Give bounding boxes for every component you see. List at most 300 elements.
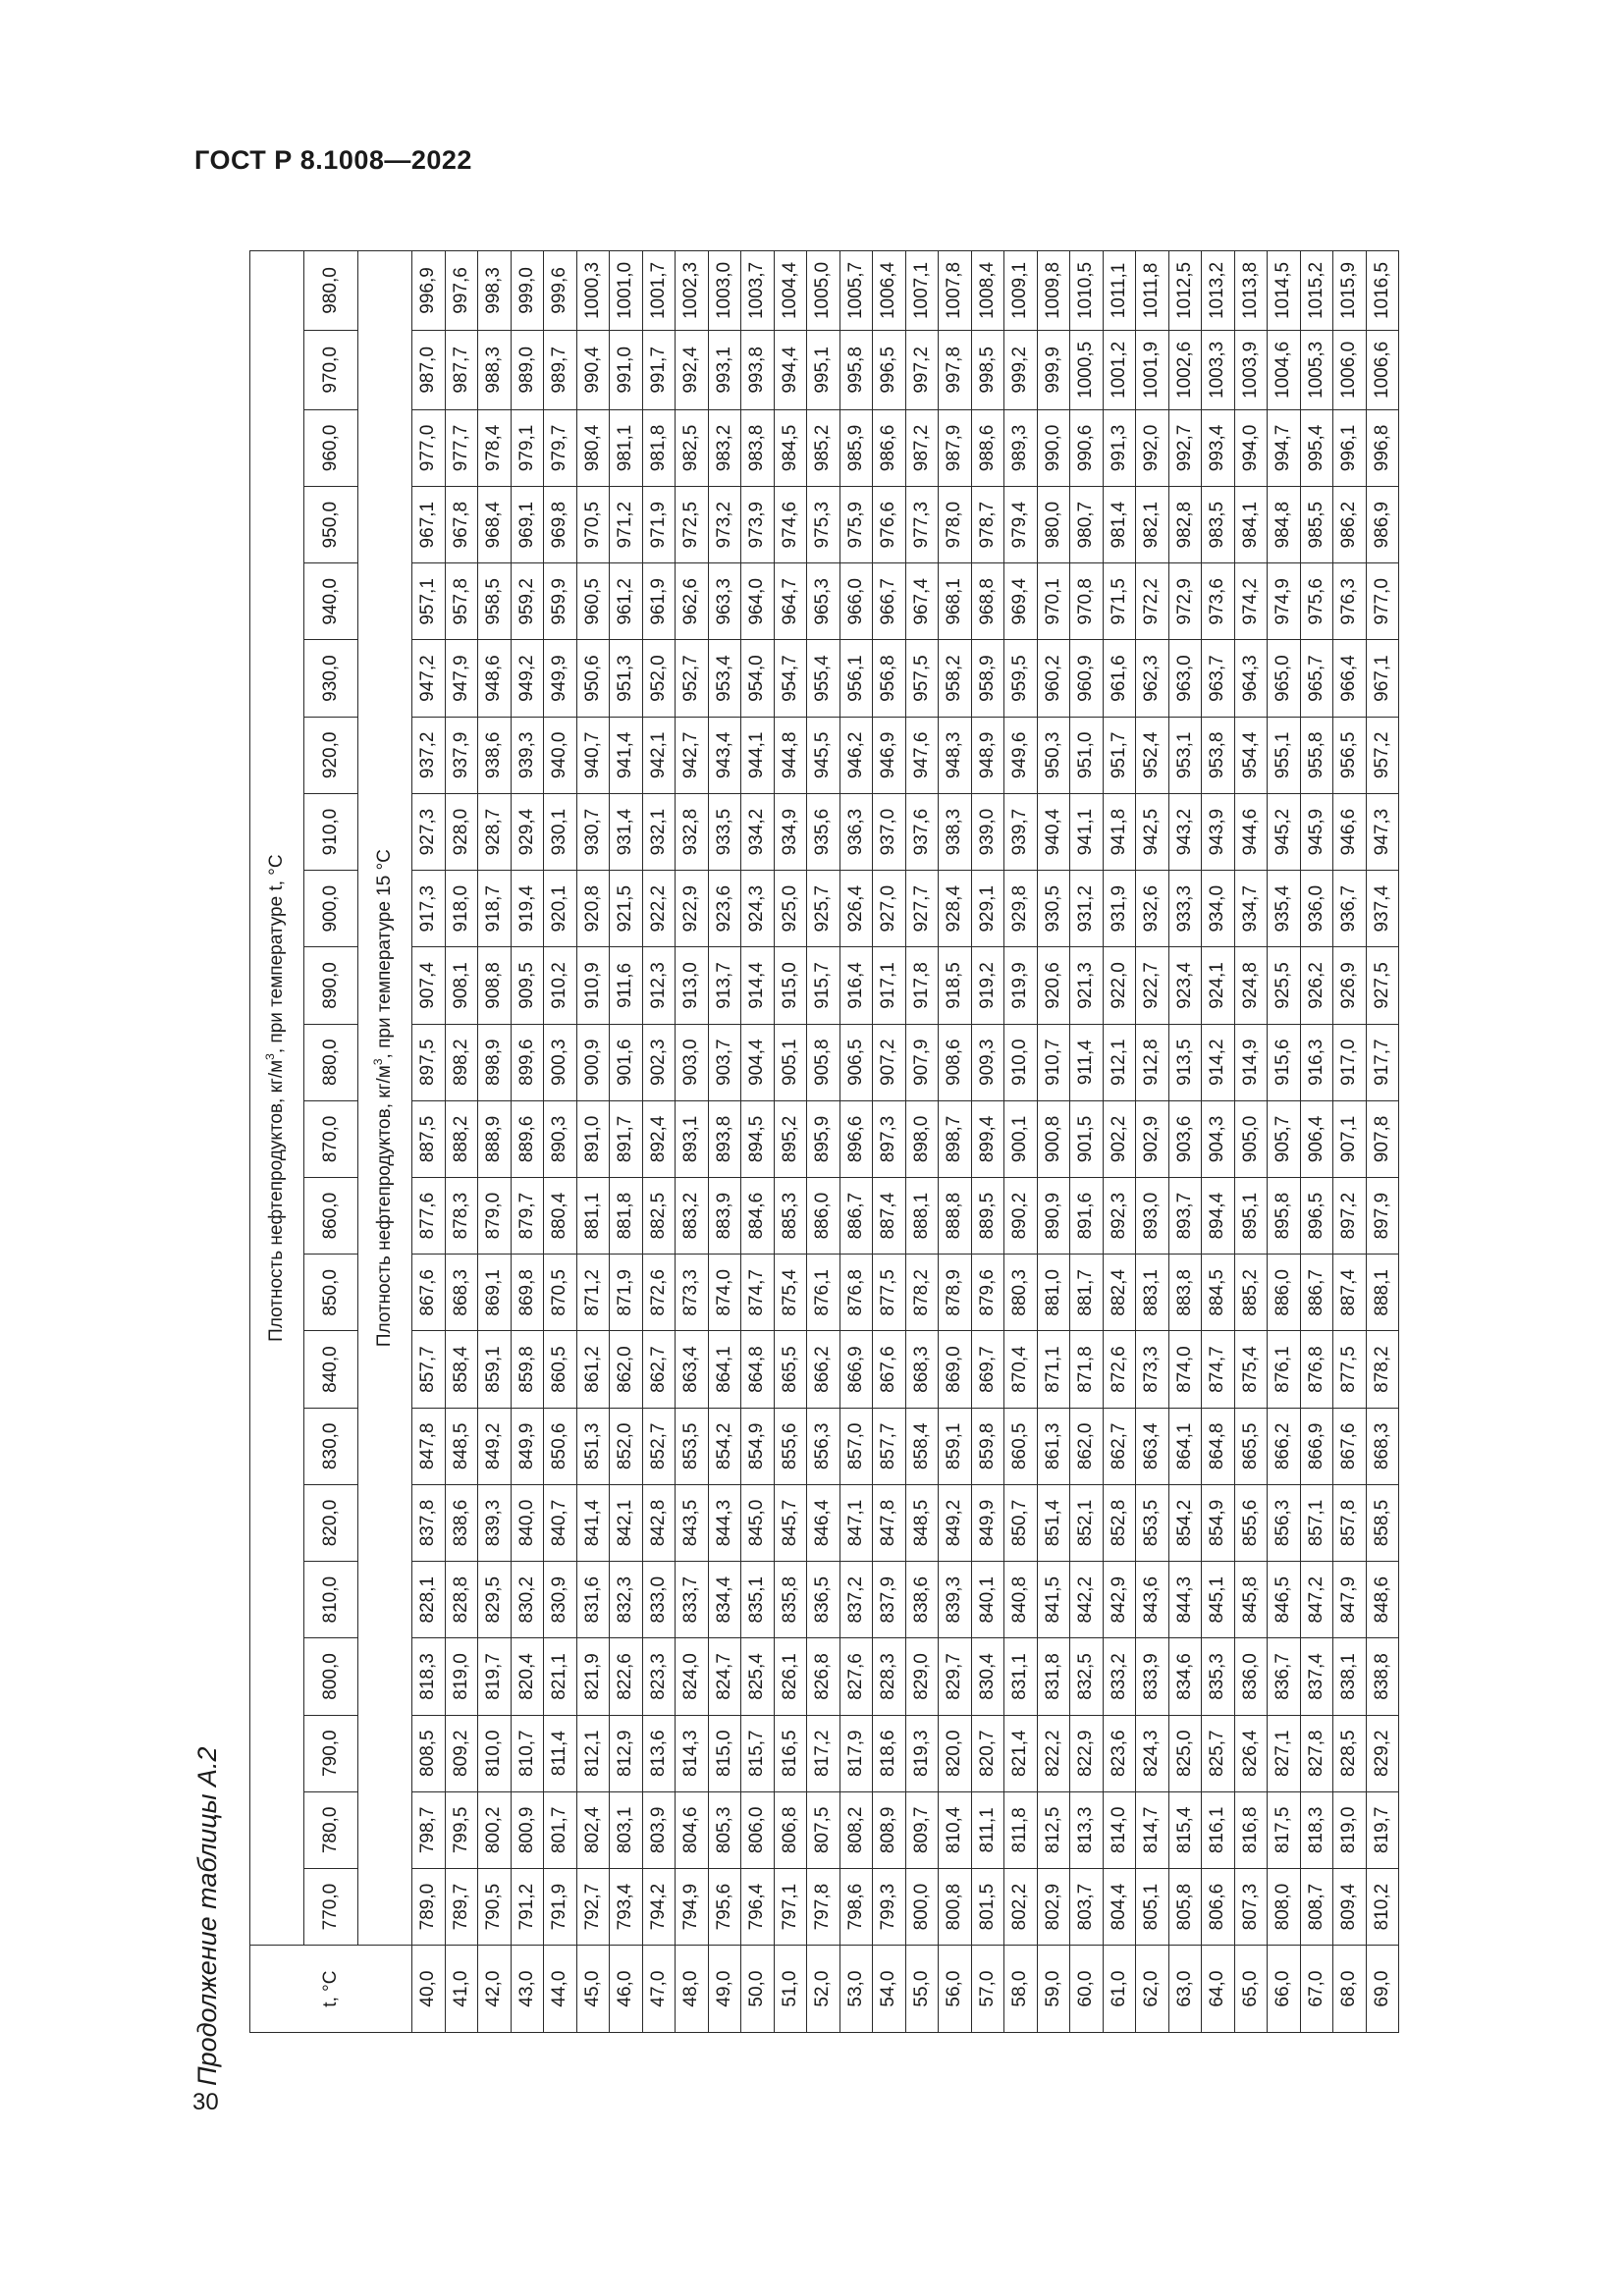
column-header: 790,0 <box>304 1715 358 1791</box>
temperature-cell: 51,0 <box>774 1946 807 2033</box>
density-cell: 823,3 <box>642 1638 676 1715</box>
density-cell: 906,5 <box>839 1024 873 1100</box>
density-cell: 802,4 <box>576 1791 610 1868</box>
density-cell: 854,2 <box>708 1408 741 1484</box>
density-cell: 789,7 <box>445 1868 478 1945</box>
density-cell: 941,4 <box>610 717 643 793</box>
density-cell: 973,6 <box>1202 563 1235 640</box>
density-cell: 905,7 <box>1268 1100 1301 1177</box>
temperature-cell: 50,0 <box>741 1946 775 2033</box>
density-cell: 802,9 <box>1037 1868 1070 1945</box>
density-cell: 927,3 <box>412 793 446 870</box>
density-cell: 959,2 <box>511 563 544 640</box>
density-cell: 1009,1 <box>1004 251 1038 331</box>
density-cell: 866,2 <box>807 1331 840 1408</box>
density-cell: 974,6 <box>774 487 807 563</box>
density-cell: 958,9 <box>971 640 1004 717</box>
density-cell: 990,0 <box>1037 409 1070 486</box>
density-cell: 860,5 <box>1004 1408 1038 1484</box>
density-cell: 789,0 <box>412 1868 446 1945</box>
density-cell: 865,5 <box>774 1331 807 1408</box>
density-cell: 995,4 <box>1300 409 1333 486</box>
density-cell: 883,2 <box>676 1178 709 1255</box>
density-cell: 918,5 <box>939 947 972 1024</box>
density-cell: 817,5 <box>1268 1791 1301 1868</box>
density-cell: 942,7 <box>676 717 709 793</box>
density-cell: 947,6 <box>905 717 939 793</box>
header-row-columns <box>304 251 358 2033</box>
density-cell: 954,7 <box>774 640 807 717</box>
density-cell: 857,7 <box>412 1331 446 1408</box>
density-cell: 812,5 <box>1037 1791 1070 1868</box>
temperature-cell: 53,0 <box>839 1946 873 2033</box>
density-cell: 958,5 <box>478 563 512 640</box>
density-cell: 1001,9 <box>1136 330 1169 409</box>
density-cell: 841,4 <box>576 1484 610 1561</box>
density-cell: 904,4 <box>741 1024 775 1100</box>
density-cell: 827,6 <box>839 1638 873 1715</box>
density-cell: 929,1 <box>971 871 1004 947</box>
density-cell: 874,0 <box>708 1255 741 1331</box>
density-cell: 994,0 <box>1234 409 1268 486</box>
density-cell: 891,0 <box>576 1100 610 1177</box>
density-cell: 908,8 <box>478 947 512 1024</box>
temperature-cell: 49,0 <box>708 1946 741 2033</box>
density-cell: 953,4 <box>708 640 741 717</box>
density-cell: 944,8 <box>774 717 807 793</box>
density-cell: 993,8 <box>741 330 775 409</box>
density-cell: 963,7 <box>1202 640 1235 717</box>
density-cell: 907,2 <box>873 1024 906 1100</box>
density-cell: 794,2 <box>642 1868 676 1945</box>
table-row <box>1037 251 1070 2033</box>
density-cell: 867,6 <box>1333 1408 1367 1484</box>
table-row <box>478 251 512 2033</box>
density-cell: 846,4 <box>807 1484 840 1561</box>
density-cell: 874,7 <box>1202 1331 1235 1408</box>
density-cell: 833,7 <box>676 1562 709 1638</box>
density-cell: 825,0 <box>1168 1715 1202 1791</box>
density-cell: 988,3 <box>478 330 512 409</box>
density-cell: 909,3 <box>971 1024 1004 1100</box>
density-cell: 839,3 <box>478 1484 512 1561</box>
density-cell: 808,0 <box>1268 1868 1301 1945</box>
density-cell: 1014,5 <box>1268 251 1301 331</box>
density-cell: 975,3 <box>807 487 840 563</box>
density-cell: 919,4 <box>511 871 544 947</box>
density-cell: 862,7 <box>1103 1408 1136 1484</box>
density-cell: 897,2 <box>1333 1178 1367 1255</box>
density-cell: 887,5 <box>412 1100 446 1177</box>
density-cell: 883,1 <box>1136 1255 1169 1331</box>
density-cell: 888,1 <box>905 1178 939 1255</box>
density-cell: 1003,0 <box>708 251 741 331</box>
density-cell: 972,9 <box>1168 563 1202 640</box>
column-header: 900,0 <box>304 871 358 947</box>
density-cell: 876,1 <box>1268 1331 1301 1408</box>
density-cell: 939,0 <box>971 793 1004 870</box>
density-cell: 834,4 <box>708 1562 741 1638</box>
density-cell: 959,5 <box>1004 640 1038 717</box>
density-cell: 950,6 <box>576 640 610 717</box>
density-cell: 914,4 <box>741 947 775 1024</box>
table-row <box>1366 251 1399 2033</box>
density-cell: 989,0 <box>511 330 544 409</box>
density-cell: 888,9 <box>478 1100 512 1177</box>
density-cell: 837,2 <box>839 1562 873 1638</box>
t-column-header: t, °C <box>250 1946 412 2033</box>
superscript: 3 <box>263 1053 277 1060</box>
density-cell: 869,1 <box>478 1255 512 1331</box>
density-cell: 971,5 <box>1103 563 1136 640</box>
table-row <box>1333 251 1367 2033</box>
density-cell: 875,4 <box>1234 1331 1268 1408</box>
density-cell: 911,4 <box>1070 1024 1104 1100</box>
density-cell: 826,4 <box>1234 1715 1268 1791</box>
density-cell: 898,7 <box>939 1100 972 1177</box>
temperature-cell: 63,0 <box>1168 1946 1202 2033</box>
density-cell: 976,3 <box>1333 563 1367 640</box>
density-cell: 903,7 <box>708 1024 741 1100</box>
density-cell: 856,3 <box>1268 1484 1301 1561</box>
density-cell: 871,9 <box>610 1255 643 1331</box>
table-row <box>1136 251 1169 2033</box>
density-cell: 837,9 <box>873 1562 906 1638</box>
density-cell: 910,7 <box>1037 1024 1070 1100</box>
density-cell: 860,5 <box>544 1331 577 1408</box>
density-cell: 848,6 <box>1366 1562 1399 1638</box>
density-cell: 920,8 <box>576 871 610 947</box>
density-cell: 945,2 <box>1268 793 1301 870</box>
density-cell: 1003,3 <box>1202 330 1235 409</box>
density-cell: 977,7 <box>445 409 478 486</box>
density-cell: 997,6 <box>445 251 478 331</box>
density-cell: 837,8 <box>412 1484 446 1561</box>
temperature-cell: 60,0 <box>1070 1946 1104 2033</box>
density-cell: 1006,6 <box>1366 330 1399 409</box>
density-cell: 905,0 <box>1234 1100 1268 1177</box>
density-cell: 955,8 <box>1300 717 1333 793</box>
density-cell: 962,6 <box>676 563 709 640</box>
density-cell: 919,9 <box>1004 947 1038 1024</box>
table-row <box>939 251 972 2033</box>
density-cell: 983,8 <box>741 409 775 486</box>
density-cell: 927,5 <box>1366 947 1399 1024</box>
density-cell: 921,5 <box>610 871 643 947</box>
density-cell: 871,8 <box>1070 1331 1104 1408</box>
density-cell: 888,2 <box>445 1100 478 1177</box>
density-cell: 946,2 <box>839 717 873 793</box>
density-cell: 839,3 <box>939 1562 972 1638</box>
header-text: , при температуре t, °C <box>266 854 287 1054</box>
temperature-cell: 67,0 <box>1300 1946 1333 2033</box>
density-cell: 905,8 <box>807 1024 840 1100</box>
table-row <box>1202 251 1235 2033</box>
density-cell: 871,1 <box>1037 1331 1070 1408</box>
density-cell: 812,9 <box>610 1715 643 1791</box>
density-cell: 852,7 <box>642 1408 676 1484</box>
density-cell: 925,5 <box>1268 947 1301 1024</box>
density-cell: 844,3 <box>1168 1562 1202 1638</box>
density-cell: 937,2 <box>412 717 446 793</box>
density-cell: 881,0 <box>1037 1255 1070 1331</box>
density-cell: 813,6 <box>642 1715 676 1791</box>
density-cell: 847,8 <box>412 1408 446 1484</box>
density-cell: 868,3 <box>1366 1408 1399 1484</box>
density-cell: 828,3 <box>873 1638 906 1715</box>
density-cell: 799,5 <box>445 1791 478 1868</box>
density-cell: 858,5 <box>1366 1484 1399 1561</box>
density-cell: 827,8 <box>1300 1715 1333 1791</box>
density-cell: 917,3 <box>412 871 446 947</box>
density-cell: 958,2 <box>939 640 972 717</box>
density-cell: 847,8 <box>873 1484 906 1561</box>
density-cell: 977,3 <box>905 487 939 563</box>
density-cell: 881,1 <box>576 1178 610 1255</box>
density-cell: 1002,3 <box>676 251 709 331</box>
density-cell: 831,8 <box>1037 1638 1070 1715</box>
density-cell: 922,7 <box>1136 947 1169 1024</box>
table-row <box>1070 251 1104 2033</box>
density-cell: 871,2 <box>576 1255 610 1331</box>
density-cell: 808,2 <box>839 1791 873 1868</box>
density-cell: 997,2 <box>905 330 939 409</box>
density-cell: 807,3 <box>1234 1868 1268 1945</box>
density-cell: 961,6 <box>1103 640 1136 717</box>
density-cell: 912,8 <box>1136 1024 1169 1100</box>
density-cell: 859,8 <box>511 1331 544 1408</box>
density-cell: 970,8 <box>1070 563 1104 640</box>
column-header: 940,0 <box>304 563 358 640</box>
density-cell: 986,9 <box>1366 487 1399 563</box>
density-cell: 960,2 <box>1037 640 1070 717</box>
density-cell: 804,4 <box>1103 1868 1136 1945</box>
density-cell: 968,4 <box>478 487 512 563</box>
density-cell: 922,2 <box>642 871 676 947</box>
superscript: 3 <box>371 1058 385 1066</box>
density-cell: 838,8 <box>1366 1638 1399 1715</box>
density-cell: 1007,8 <box>939 251 972 331</box>
density-cell: 826,1 <box>774 1638 807 1715</box>
table-row <box>741 251 775 2033</box>
density-cell: 926,9 <box>1333 947 1367 1024</box>
density-cell: 803,1 <box>610 1791 643 1868</box>
density-cell: 889,6 <box>511 1100 544 1177</box>
density-cell: 918,7 <box>478 871 512 947</box>
density-cell: 978,4 <box>478 409 512 486</box>
density-cell: 985,9 <box>839 409 873 486</box>
density-cell: 824,7 <box>708 1638 741 1715</box>
density-cell: 829,7 <box>939 1638 972 1715</box>
density-cell: 943,2 <box>1168 793 1202 870</box>
density-cell: 950,3 <box>1037 717 1070 793</box>
density-cell: 991,3 <box>1103 409 1136 486</box>
density-cell: 989,3 <box>1004 409 1038 486</box>
density-cell: 979,4 <box>1004 487 1038 563</box>
density-cell: 891,7 <box>610 1100 643 1177</box>
density-cell: 822,6 <box>610 1638 643 1715</box>
density-cell: 842,9 <box>1103 1562 1136 1638</box>
column-header: 970,0 <box>304 330 358 409</box>
density-cell: 903,6 <box>1168 1100 1202 1177</box>
density-cell: 829,5 <box>478 1562 512 1638</box>
temperature-cell: 58,0 <box>1004 1946 1038 2033</box>
density-cell: 969,1 <box>511 487 544 563</box>
table-row <box>708 251 741 2033</box>
density-cell: 932,6 <box>1136 871 1169 947</box>
density-cell: 939,7 <box>1004 793 1038 870</box>
temperature-cell: 62,0 <box>1136 1946 1169 2033</box>
density-cell: 890,2 <box>1004 1178 1038 1255</box>
density-cell: 969,8 <box>544 487 577 563</box>
density-cell: 861,2 <box>576 1331 610 1408</box>
density-cell: 917,8 <box>905 947 939 1024</box>
density-cell: 1007,1 <box>905 251 939 331</box>
density-cell: 809,7 <box>905 1791 939 1868</box>
density-cell: 999,2 <box>1004 330 1038 409</box>
temperature-cell: 68,0 <box>1333 1946 1367 2033</box>
table-row <box>544 251 577 2033</box>
density-cell: 980,0 <box>1037 487 1070 563</box>
density-cell: 934,7 <box>1234 871 1268 947</box>
density-cell: 984,5 <box>774 409 807 486</box>
density-cell: 968,8 <box>971 563 1004 640</box>
density-cell: 902,9 <box>1136 1100 1169 1177</box>
density-cell: 876,8 <box>839 1255 873 1331</box>
density-cell: 901,5 <box>1070 1100 1104 1177</box>
density-cell: 966,0 <box>839 563 873 640</box>
density-cell: 875,4 <box>774 1255 807 1331</box>
density-cell: 843,5 <box>676 1484 709 1561</box>
density-cell: 910,2 <box>544 947 577 1024</box>
density-cell: 799,3 <box>873 1868 906 1945</box>
density-cell: 957,1 <box>412 563 446 640</box>
density-cell: 933,5 <box>708 793 741 870</box>
temperature-cell: 66,0 <box>1268 1946 1301 2033</box>
density-cell: 897,5 <box>412 1024 446 1100</box>
density-cell: 907,4 <box>412 947 446 1024</box>
density-cell: 1005,7 <box>839 251 873 331</box>
density-cell: 912,3 <box>642 947 676 1024</box>
density-cell: 1001,0 <box>610 251 643 331</box>
density-cell: 984,1 <box>1234 487 1268 563</box>
density-cell: 995,1 <box>807 330 840 409</box>
density-cell: 943,9 <box>1202 793 1235 870</box>
density-cell: 866,2 <box>1268 1408 1301 1484</box>
density-cell: 902,2 <box>1103 1100 1136 1177</box>
density-cell: 800,8 <box>939 1868 972 1945</box>
density-cell: 804,6 <box>676 1791 709 1868</box>
density-cell: 915,6 <box>1268 1024 1301 1100</box>
density-cell: 943,4 <box>708 717 741 793</box>
density-cell: 977,0 <box>412 409 446 486</box>
density-cell: 815,0 <box>708 1715 741 1791</box>
density-cell: 849,2 <box>939 1484 972 1561</box>
density-cell: 1015,2 <box>1300 251 1333 331</box>
density-cell: 942,1 <box>642 717 676 793</box>
table-row <box>774 251 807 2033</box>
density-cell: 905,1 <box>774 1024 807 1100</box>
temperature-cell: 59,0 <box>1037 1946 1070 2033</box>
density-cell: 866,9 <box>839 1331 873 1408</box>
density-cell: 915,7 <box>807 947 840 1024</box>
density-cell: 898,2 <box>445 1024 478 1100</box>
density-cell: 825,4 <box>741 1638 775 1715</box>
density-cell: 953,8 <box>1202 717 1235 793</box>
density-cell: 838,6 <box>445 1484 478 1561</box>
density-cell: 843,6 <box>1136 1562 1169 1638</box>
density-cell: 967,1 <box>412 487 446 563</box>
density-cell: 1005,3 <box>1300 330 1333 409</box>
density-cell: 936,0 <box>1300 871 1333 947</box>
density-cell: 838,1 <box>1333 1638 1367 1715</box>
density-cell: 820,4 <box>511 1638 544 1715</box>
density-cell: 980,7 <box>1070 487 1104 563</box>
density-cell: 818,3 <box>1300 1791 1333 1868</box>
temperature-cell: 69,0 <box>1366 1946 1399 2033</box>
density-cell: 814,0 <box>1103 1791 1136 1868</box>
density-cell: 878,3 <box>445 1178 478 1255</box>
density-cell: 986,2 <box>1333 487 1367 563</box>
column-header: 950,0 <box>304 487 358 563</box>
column-header: 830,0 <box>304 1408 358 1484</box>
temperature-cell: 47,0 <box>642 1946 676 2033</box>
density-cell: 821,4 <box>1004 1715 1038 1791</box>
density-cell: 949,9 <box>544 640 577 717</box>
density-cell: 983,5 <box>1202 487 1235 563</box>
density-cell: 973,2 <box>708 487 741 563</box>
density-cell: 967,1 <box>1366 640 1399 717</box>
density-cell: 996,1 <box>1333 409 1367 486</box>
density-cell: 907,9 <box>905 1024 939 1100</box>
density-cell: 823,6 <box>1103 1715 1136 1791</box>
density-cell: 948,9 <box>971 717 1004 793</box>
density-cell: 931,9 <box>1103 871 1136 947</box>
density-cell: 796,4 <box>741 1868 775 1945</box>
density-cell: 960,9 <box>1070 640 1104 717</box>
density-cell: 833,2 <box>1103 1638 1136 1715</box>
density-cell: 968,1 <box>939 563 972 640</box>
density-cell: 806,8 <box>774 1791 807 1868</box>
density-cell: 939,3 <box>511 717 544 793</box>
temperature-cell: 44,0 <box>544 1946 577 2033</box>
density-cell: 957,2 <box>1366 717 1399 793</box>
table-row <box>1268 251 1301 2033</box>
density-cell: 1001,7 <box>642 251 676 331</box>
density-cell: 974,9 <box>1268 563 1301 640</box>
density-cell: 803,7 <box>1070 1868 1104 1945</box>
density-cell: 945,9 <box>1300 793 1333 870</box>
density-cell: 874,0 <box>1168 1331 1202 1408</box>
density-cell: 1013,8 <box>1234 251 1268 331</box>
density-cell: 962,3 <box>1136 640 1169 717</box>
density-cell: 806,6 <box>1202 1868 1235 1945</box>
temperature-cell: 56,0 <box>939 1946 972 2033</box>
density-cell: 883,8 <box>1168 1255 1202 1331</box>
density-cell: 960,5 <box>576 563 610 640</box>
density-cell: 867,6 <box>873 1331 906 1408</box>
density-cell: 845,8 <box>1234 1562 1268 1638</box>
density-cell: 836,7 <box>1268 1638 1301 1715</box>
density-cell: 999,9 <box>1037 330 1070 409</box>
table-row <box>905 251 939 2033</box>
table-row <box>839 251 873 2033</box>
density-cell: 876,8 <box>1300 1331 1333 1408</box>
density-cell: 872,6 <box>1103 1331 1136 1408</box>
density-cell: 890,3 <box>544 1100 577 1177</box>
density-cell: 978,7 <box>971 487 1004 563</box>
density-cell: 931,2 <box>1070 871 1104 947</box>
